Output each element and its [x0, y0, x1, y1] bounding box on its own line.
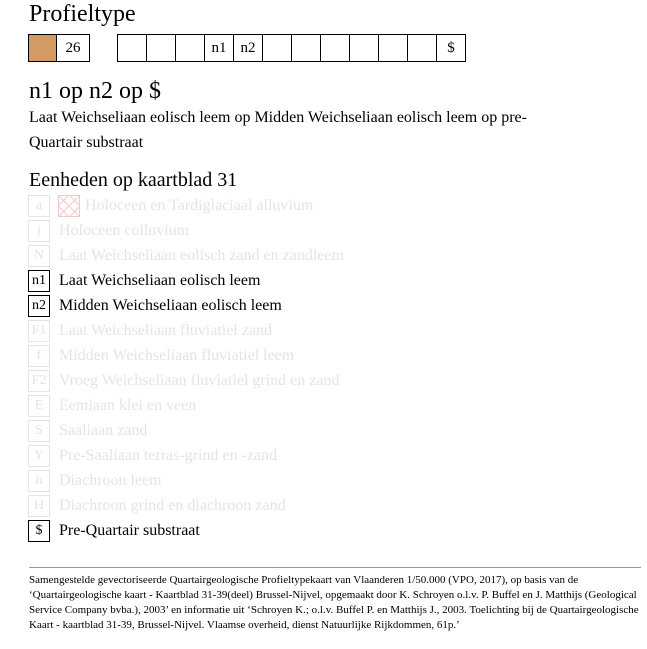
legend-title: Eenheden op kaartblad 31 [29, 169, 238, 191]
profile-color-swatch [28, 34, 57, 62]
legend-label: Laat Weichseliaan eolisch leem [59, 272, 261, 289]
legend-code-box: H [28, 495, 50, 517]
legend-code-box: F1 [28, 320, 50, 342]
profile-layer-cell [349, 34, 379, 62]
legend-label: Eemiaan klei en veen [59, 397, 197, 414]
legend-label: Pre-Quartair substraat [59, 522, 200, 539]
legend-label: Laat Weichseliaan eolisch zand en zandleem [59, 247, 344, 264]
profile-layer-cell [146, 34, 176, 62]
profile-layer-cell: n1 [204, 34, 234, 62]
legend-code-box: h [28, 470, 50, 492]
legend-code-box: f [28, 345, 50, 367]
profile-layer-cell [175, 34, 205, 62]
profile-code-title: n1 op n2 op $ [29, 78, 161, 104]
legend-code-box: Y [28, 445, 50, 467]
hatch-pattern-icon [58, 195, 80, 217]
legend-code-box: S [28, 420, 50, 442]
profile-layer-cell [407, 34, 437, 62]
legend-code-box: $ [28, 520, 50, 542]
profile-type-title: Profieltype [29, 1, 136, 27]
profile-layer-cell [320, 34, 350, 62]
profile-layer-cell [291, 34, 321, 62]
legend-label: Diachroon grind en diachroon zand [59, 497, 286, 514]
legend-code-box: E [28, 395, 50, 417]
legend-label: Midden Weichseliaan fluviatiel leem [59, 347, 295, 364]
source-footnote: Samengestelde gevectoriseerde Quartairgeologische Profieltypekaart van Vlaanderen 1/50.000 (VPO, 2017), op basis van de ‘Quartairgeologische kaart - Kaartblad 31-39(deel) Brussel-Nijvel, opgemaakt door K. Schroyen o.l.v. P. Buffel en J. Matthijs (Geological Service Company bvba.), 2003’ en informatie uit ‘Schroyen K.; o.l.v. Buffel P. en Matthijs J., 2003. Toelichting bij de Quartairgeologische Kaart - kaartblad 31-39, Brussel-Nijvel. Vlaamse overheid, dienst Natuurlijke Rijkdommen, 61p.’ [29, 574, 639, 631]
legend-code-box: n1 [28, 270, 50, 292]
legend-label: Diachroon leem [59, 472, 162, 489]
legend-code-box: N [28, 245, 50, 267]
legend-label: Pre-Saaliaan terras-grind en -zand [59, 447, 278, 464]
profile-layer-cell [117, 34, 147, 62]
legend-label: Laat Weichseliaan fluviatiel zand [59, 322, 272, 339]
legend-label: Vroeg Weichseliaan fluviatiel grind en zand [59, 372, 340, 389]
profile-layer-cell [378, 34, 408, 62]
footer-divider [29, 567, 641, 568]
legend-label: Midden Weichseliaan eolisch leem [59, 297, 282, 314]
legend-code-box: n2 [28, 295, 50, 317]
profile-layer-cell [262, 34, 292, 62]
profile-layer-cell: $ [436, 34, 466, 62]
legend-label: Holoceen colluvium [59, 222, 190, 239]
legend-code-box: F2 [28, 370, 50, 392]
profile-number-cell: 26 [56, 34, 90, 62]
legend-label: Saaliaan zand [59, 422, 148, 439]
legend-code-box: j [28, 220, 50, 242]
legend-code-box: a [28, 195, 50, 217]
profile-layer-cell: n2 [233, 34, 263, 62]
profile-description: Laat Weichseliaan eolisch leem op Midden Weichseliaan eolisch leem op pre-Quartair substraat [29, 109, 527, 151]
legend-label: Holoceen en Tardiglaciaal alluvium [85, 197, 314, 214]
